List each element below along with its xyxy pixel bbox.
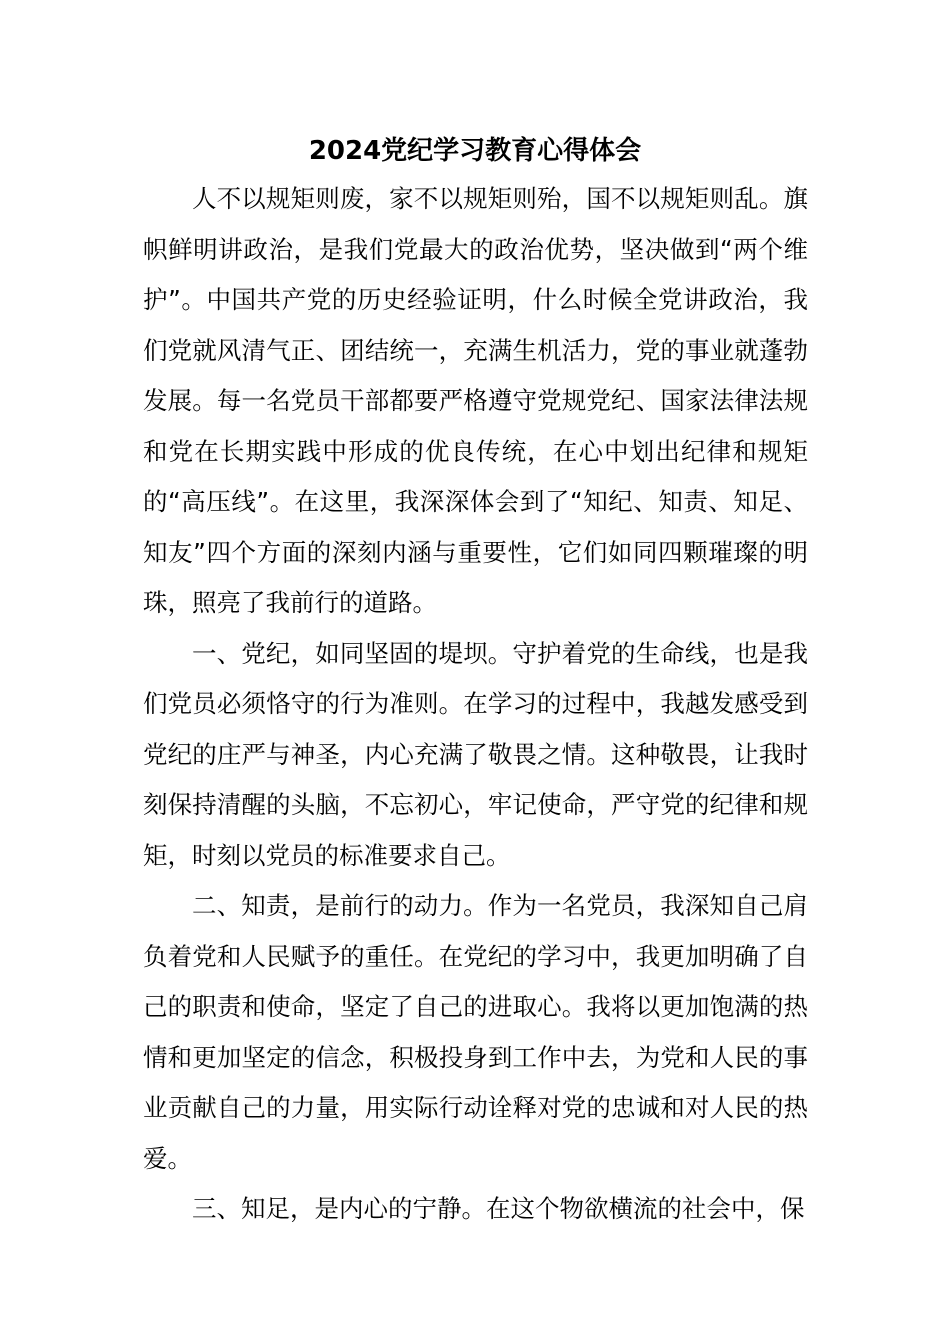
document-title: 2024党纪学习教育心得体会 [308,136,642,166]
paragraph-party-discipline: 一、党纪，如同坚固的堤坝。守护着党的生命线，也是我们党员必须恪守的行为准则。在学习的过程中，我越发感受到党纪的庄严与神圣，内心充满了敬畏之情。这种敬畏，让我时刻保持清醒的头脑，不忘初心，牢记使命，严守党的纪律和规矩，时刻以党员的标准要求自己。 [143,638,808,870]
document-body [143,174,808,1235]
paragraph-know-contentment: 三、知足，是内心的宁静。在这个物欲横流的社会中，保 [192,1194,805,1223]
paragraph-know-responsibility: 二、知责，是前行的动力。作为一名党员，我深知自己肩负着党和人民赋予的重任。在党纪的学习中，我更加明确了自己的职责和使命，坚定了自己的进取心。我将以更加饱满的热情和更加坚定的信念，积极投身到工作中去，为党和人民的事业贡献自己的力量，用实际行动诠释对党的忠诚和对人民的热爱。 [143,891,808,1173]
paragraph-intro: 人不以规矩则废，家不以规矩则殆，国不以规矩则乱。旗帜鲜明讲政治，是我们党最大的政治优势，坚决做到“两个维护”。中国共产党的历史经验证明，什么时候全党讲政治，我们党就风清气正、团结统一，充满生机活力，党的事业就蓬勃发展。每一名党员干部都要严格遵守党规党纪、国家法律法规和党在长期实践中形成的优良传统，在心中划出纪律和规矩的“高压线”。在这里，我深深体会到了“知纪、知责、知足、知友”四个方面的深刻内涵与重要性，它们如同四颗璀璨的明珠，照亮了我前行的道路。 [143,184,808,617]
